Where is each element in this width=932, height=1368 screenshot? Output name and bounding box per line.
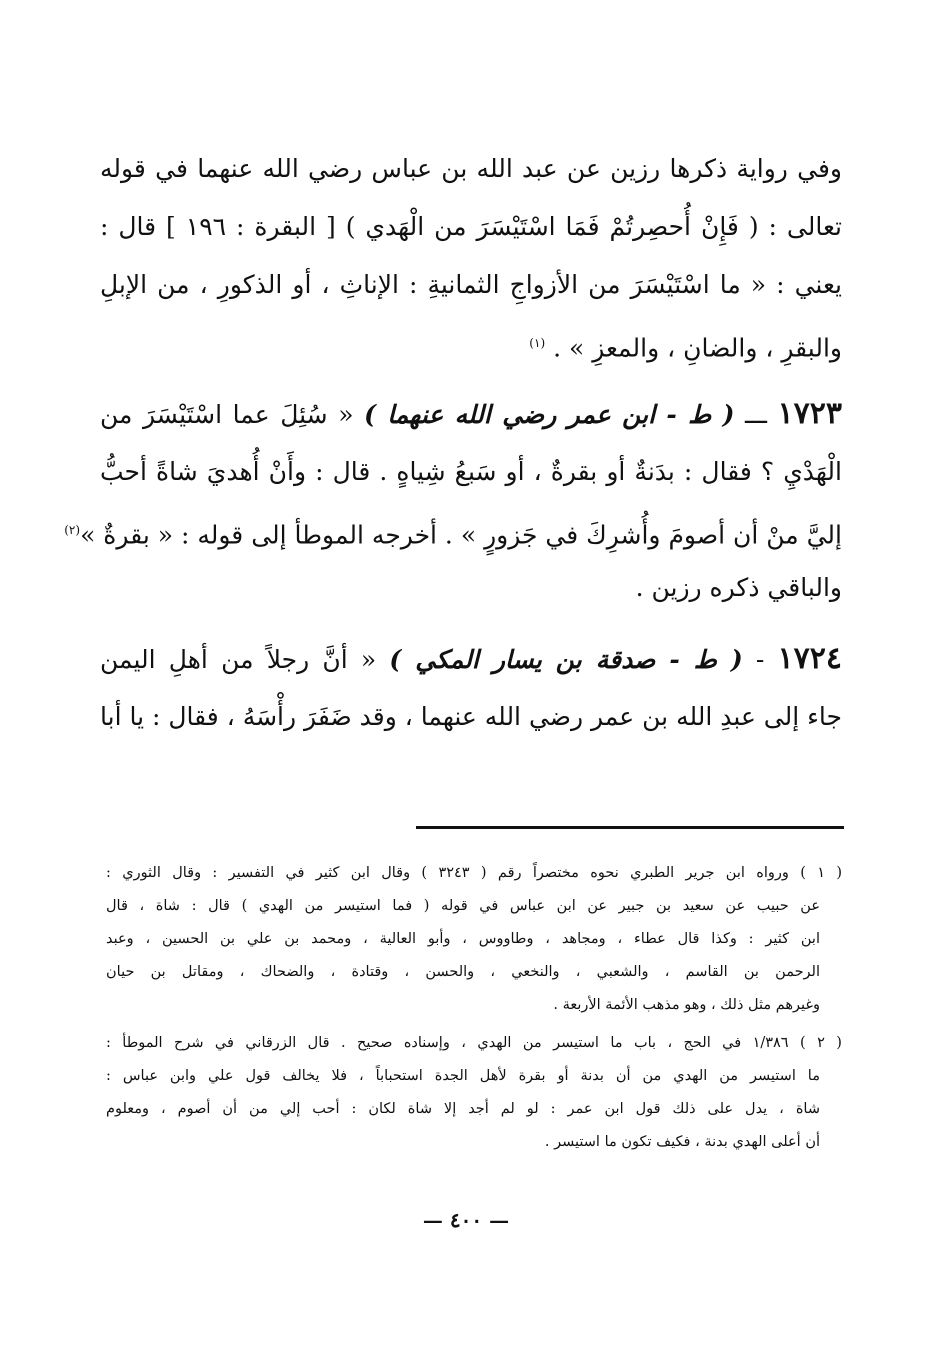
hadith-source: ( ط - ابن عمر رضي الله عنهما ) bbox=[364, 400, 735, 429]
hadith-text: « سُئِلَ عما اسْتَيْسَرَ من bbox=[100, 400, 354, 429]
text-line bbox=[64, 501, 842, 559]
dash: - bbox=[755, 645, 765, 674]
text-line: وفي رواية ذكرها رزين عن عبد الله بن عباس رضي الله عنهما في قوله bbox=[100, 154, 842, 183]
text-line: تعالى : ( فَإِنْ أُحصِرتُمْ فَمَا اسْتَيْسَرَ من الْهَدي ) [ البقرة : ١٩٦ ] قال : bbox=[100, 212, 843, 241]
page-number: — ٤٠٠ — bbox=[422, 1208, 510, 1232]
footnote-1-line: ( ١ ) ورواه ابن جرير الطبري نحوه مختصراً رقم ( ٣٢٤٣ ) وقال ابن كثير في التفسير : وقال الثوري : bbox=[106, 865, 842, 881]
text-line: الْهَدْيِ ؟ فقال : بدَنةٌ أو بقرةٌ ، أو سَبعُ شِياهٍ . قال : وأَنْ أُهديَ شاةً أحبُّ bbox=[100, 457, 842, 486]
text-line-content: والبقرِ ، والضانِ ، والمعزِ » . bbox=[545, 333, 842, 363]
footnote-2-line: أن أعلى الهدي بدنة ، فكيف تكون ما استيسر . bbox=[544, 1134, 820, 1150]
hadith-1724-heading bbox=[100, 630, 842, 688]
hadith-text: « أنَّ رجلاً من أهلِ اليمن bbox=[100, 645, 377, 674]
footnote-1-line: ابن كثير : وكذا قال عطاء ، ومجاهد ، وطاووس ، وأبو العالية ، ومحمد بن علي بن الحسين ، وعبد bbox=[106, 931, 820, 947]
main-text bbox=[64, 140, 843, 746]
footnote-2-line: شاة ، يدل على ذلك قول ابن عمر : لو لم أجد إلا شاة لكان : أحب إلي من أن أصوم ، ومعلوم bbox=[106, 1101, 820, 1117]
footnote-ref-2: (٢) bbox=[64, 523, 81, 537]
text-line-content: إليَّ منْ أن أصومَ وأُشرِكَ في جَزورٍ » . أخرجه الموطأ إلى قوله : « بقرةٌ » bbox=[80, 520, 842, 550]
dash: ـــ bbox=[744, 400, 767, 429]
text-line bbox=[100, 314, 842, 372]
text-line: والباقي ذكره رزين . bbox=[635, 573, 842, 602]
footnote-1-line: عن حبيب عن سعيد بن جبير عن ابن عباس في قوله ( فما استيسر من الهدي ) قال : شاة ، قال bbox=[106, 898, 820, 914]
footnote-ref-1: (١) bbox=[529, 336, 546, 350]
footnote-separator bbox=[416, 826, 844, 829]
footnotes bbox=[106, 857, 842, 1159]
text-line: يعني : « ما اسْتَيْسَرَ من الأزواجِ الثمانيةِ : الإناثِ ، أو الذكورِ ، من الإبلِ bbox=[100, 270, 842, 299]
footnote-1-line: وغيرهم مثل ذلك ، وهو مذهب الأئمة الأربعة . bbox=[553, 997, 820, 1013]
hadith-1723-heading bbox=[100, 385, 842, 443]
footnote-2-line: ما استيسر من الهدي من أن بدنة أو بقرة لأهل الجدة استحباباً ، فلا يخالف قول علي وابن عباس : bbox=[106, 1068, 820, 1084]
footnote-2-line: ( ٢ ) ١/٣٨٦ في الحج ، باب ما استيسر من الهدي ، وإسناده صحيح . قال الزرقاني في شرح الموطأ : bbox=[106, 1035, 842, 1051]
text-line: جاء إلى عبدِ الله بن عمر رضي الله عنهما ، وقد ضَفَرَ رأْسَهُ ، فقال : يا أبا bbox=[100, 702, 842, 731]
hadith-number: ١٧٢٣ bbox=[777, 396, 842, 431]
footnote-1-line: الرحمن بن القاسم ، والشعبي ، والنخعي ، والحسن ، وقتادة ، والضحاك ، ومقاتل بن حيان bbox=[106, 964, 820, 980]
hadith-number: ١٧٢٤ bbox=[777, 641, 842, 676]
hadith-source: ( ط - صدقة بن يسار المكي ) bbox=[389, 645, 743, 674]
